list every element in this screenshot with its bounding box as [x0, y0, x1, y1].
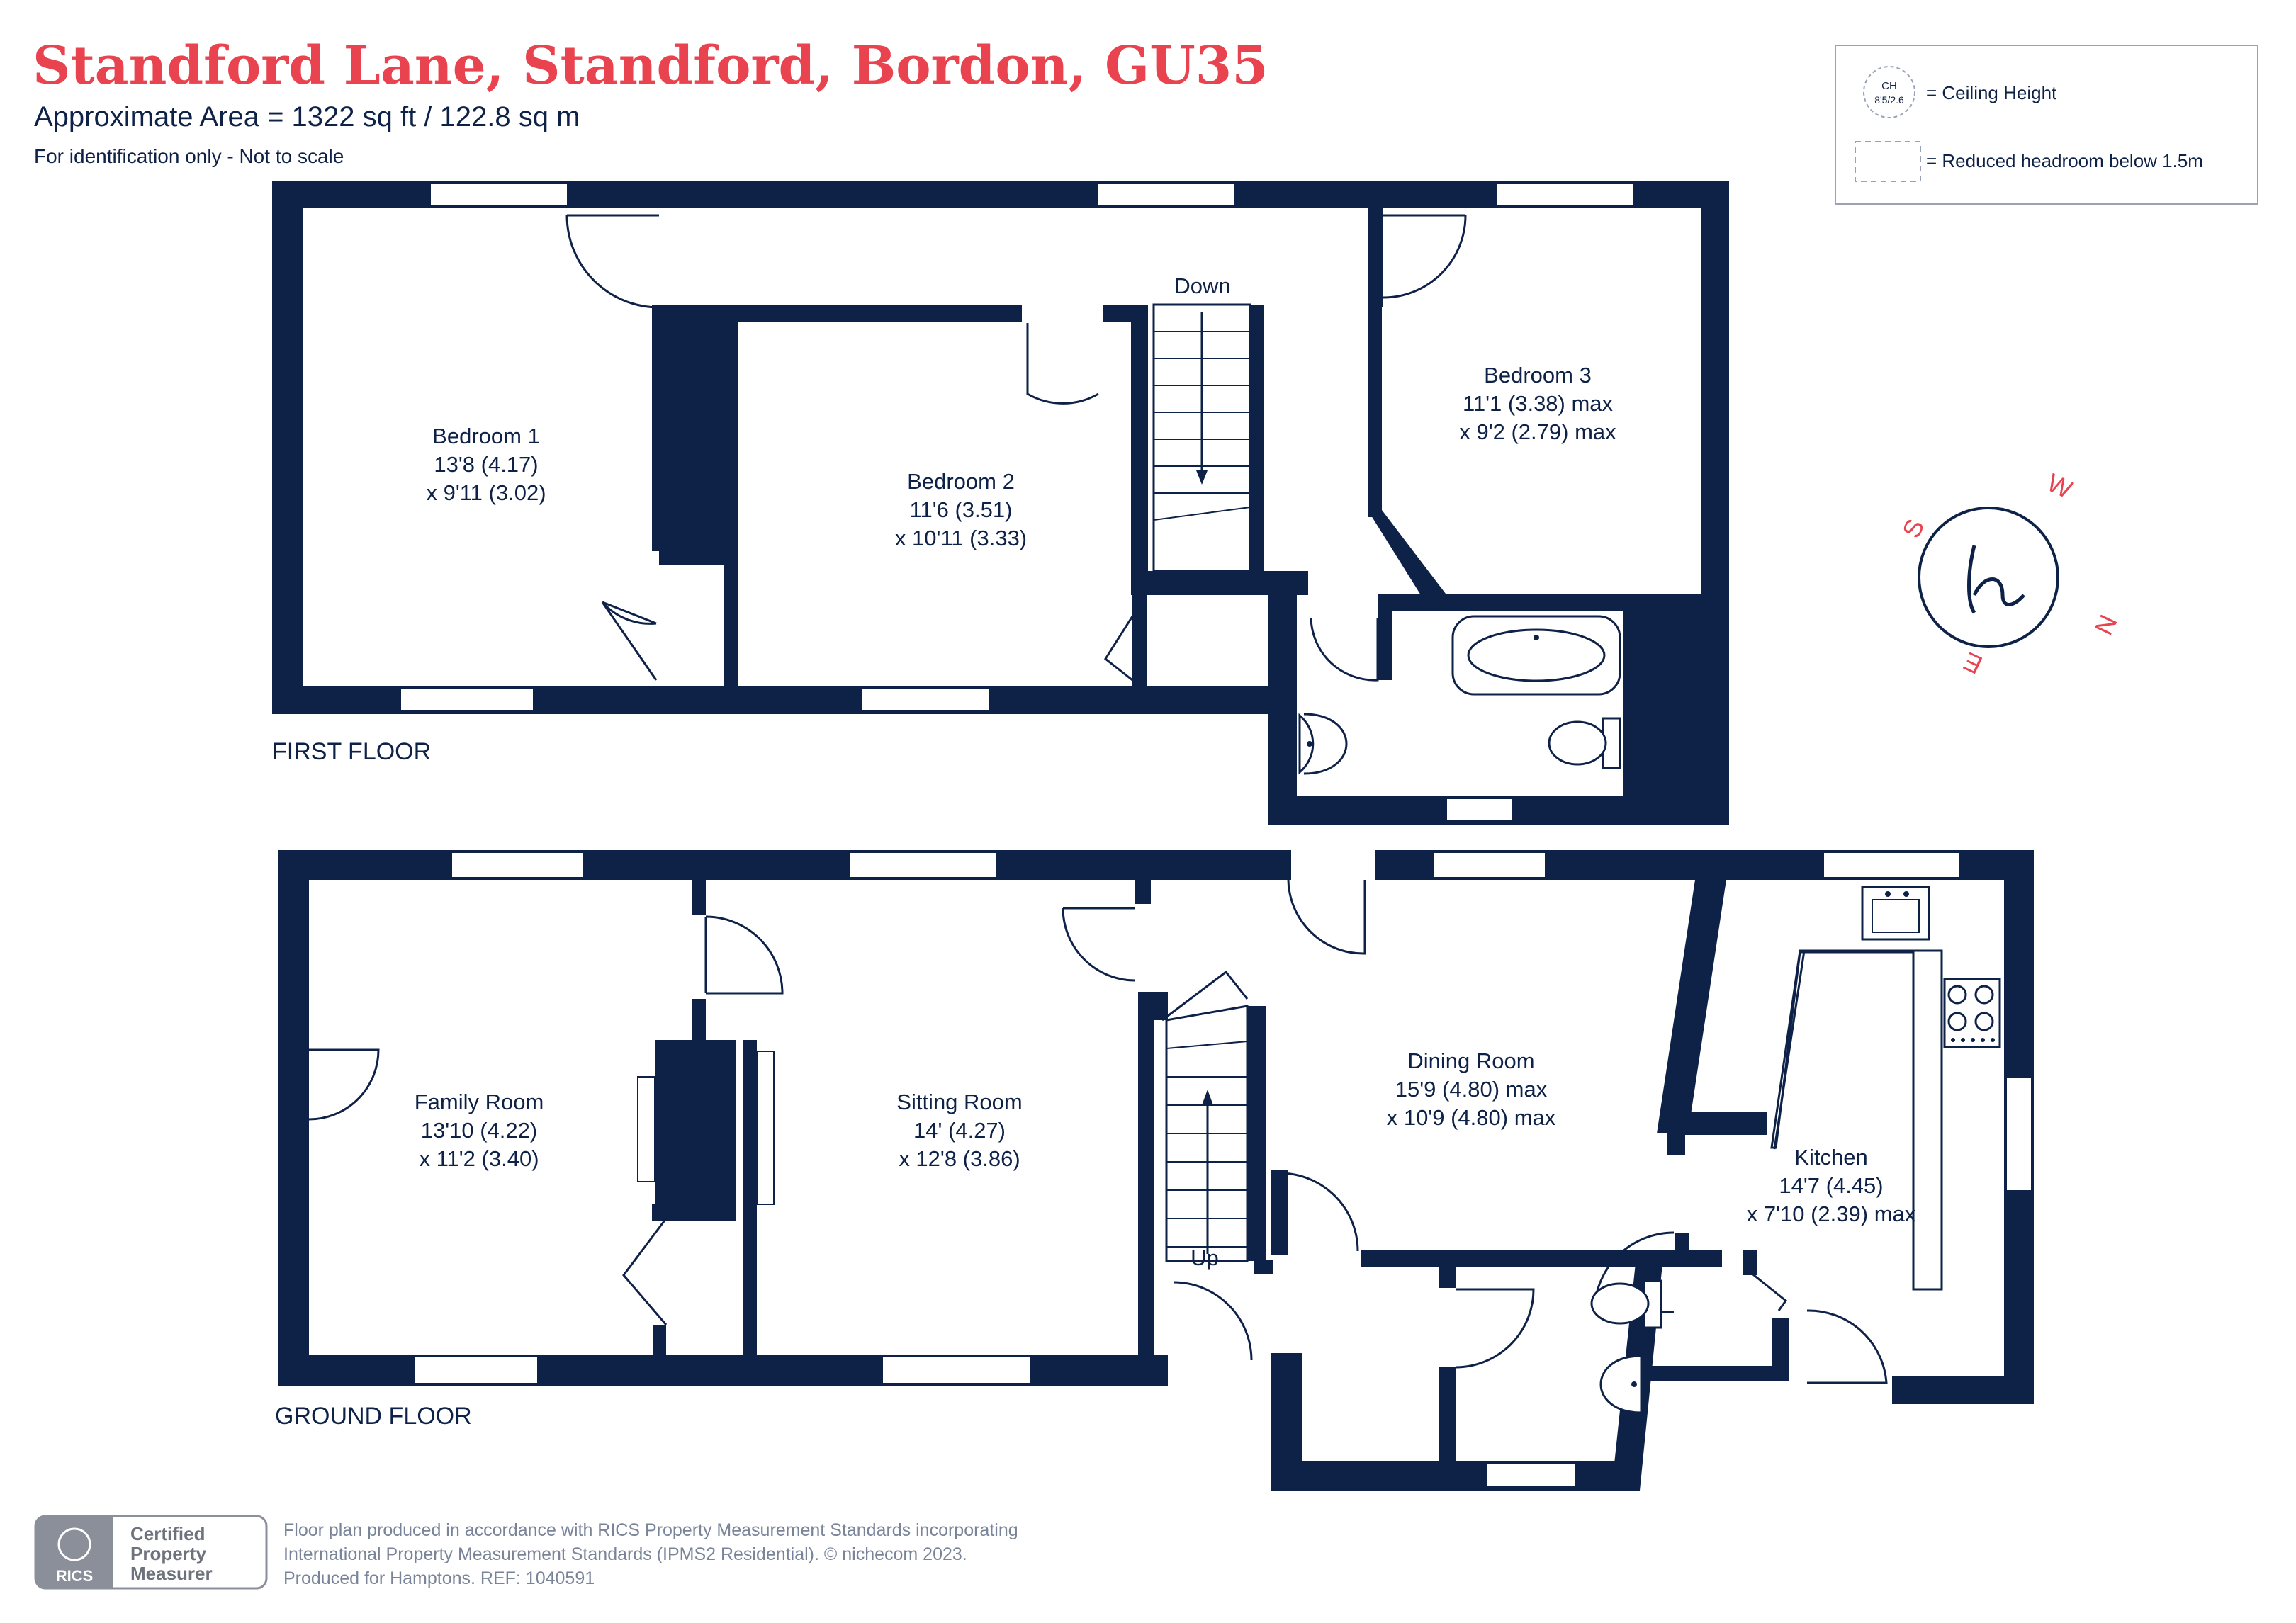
gf-chimney-breast [655, 1040, 736, 1217]
bedroom3-dim1: 11'1 (3.38) max [1462, 391, 1614, 416]
compass-ring [1919, 508, 2058, 647]
rics-badge [35, 1516, 266, 1588]
ff-window-landing [1097, 183, 1236, 207]
approximate-area: Approximate Area = 1322 sq ft / 122.8 sq m [34, 101, 580, 132]
gf-window-sitting-north [849, 852, 998, 878]
first-floor-plan [272, 181, 1729, 825]
kitchen-name: Kitchen [1794, 1145, 1868, 1170]
ff-wc-icon [1549, 722, 1606, 764]
reduced-headroom-label: = Reduced headroom below 1.5m [1926, 150, 2203, 171]
gf-kitchen-nib2 [1667, 1126, 1685, 1155]
ff-door-bed3[interactable] [1383, 215, 1465, 298]
bedroom3-name: Bedroom 3 [1484, 363, 1592, 388]
kitchen-sink-tap-left [1885, 891, 1891, 897]
ff-door-bed1[interactable] [567, 215, 659, 307]
footer-line3: Produced for Hamptons. REF: 1040591 [283, 1568, 595, 1588]
family-room-dim2: x 11'2 (3.40) [419, 1146, 539, 1171]
gf-hall-wall-stub [1271, 1170, 1288, 1255]
gf-door-wc[interactable] [1456, 1289, 1534, 1367]
gf-kitchen-angled-wall [1657, 880, 1726, 1133]
gf-door-cupboard[interactable] [624, 1218, 666, 1325]
gf-window-sitting-south [882, 1356, 1032, 1384]
gf-stair-top-stub [1154, 992, 1168, 1020]
ff-window-bed1-south [400, 687, 534, 711]
gf-window-wc [1485, 1462, 1576, 1488]
gf-utility-wall [1650, 1366, 1784, 1381]
gf-west-wall [278, 850, 309, 1386]
ff-stair-east-wall [1250, 305, 1264, 595]
ff-door-bed1-cupboard[interactable] [602, 602, 656, 680]
legend [1835, 45, 2258, 204]
rics-line2: Property [130, 1543, 206, 1564]
gf-stairs-label: Up [1191, 1245, 1219, 1270]
gf-kitchen-nib [1678, 1112, 1767, 1135]
gf-north-wall-west [278, 850, 1291, 880]
gf-cupboard-top [652, 1204, 736, 1221]
gf-window-family-south [414, 1356, 539, 1384]
family-room-name: Family Room [414, 1090, 544, 1114]
property-title: Standford Lane, Standford, Bordon, GU35 [33, 35, 1268, 96]
bedroom1-dim2: x 9'11 (3.02) [426, 480, 546, 505]
gf-window-dining-north [1433, 852, 1546, 878]
bedroom2-dim2: x 10'11 (3.33) [894, 526, 1028, 550]
ff-cupboard-wall [1132, 595, 1147, 687]
kitchen-worktop-edge [1774, 951, 1804, 1149]
gf-south-wall [278, 1355, 1168, 1386]
ff-basin-tap [1307, 741, 1312, 747]
footer-line1: Floor plan produced in accordance with RICS Property Measurement Standards incorporating [283, 1520, 1018, 1540]
gf-door-utility[interactable] [1807, 1311, 1886, 1383]
sitting-room-name: Sitting Room [896, 1090, 1023, 1114]
gf-wc-west-wall [1439, 1367, 1456, 1491]
bedroom1-name: Bedroom 1 [432, 424, 540, 448]
gf-window-kitchen-east [2005, 1077, 2032, 1192]
ch-badge-value: 8'5/2.6 [1874, 94, 1904, 106]
gf-door-sitting[interactable] [1063, 908, 1135, 980]
gf-sitting-west-wall [743, 1040, 757, 1355]
ch-badge-text: CH [1881, 80, 1897, 92]
gf-door-dining[interactable] [1280, 1173, 1358, 1251]
compass-north: N [2088, 610, 2123, 640]
ff-staircase [1154, 305, 1250, 571]
dining-room-dim1: 15'9 (4.80) max [1395, 1077, 1548, 1102]
ff-bath-east-block [1623, 594, 1729, 825]
gf-stair-foot [1254, 1260, 1273, 1274]
bedroom1-dim1: 13'8 (4.17) [434, 452, 539, 477]
gf-basin-tap [1631, 1381, 1637, 1387]
ff-bath-door-wall [1378, 594, 1392, 680]
gf-door-front[interactable] [1174, 1282, 1251, 1360]
ground-floor-plan [275, 850, 2034, 1491]
gf-door-utility-cupboard[interactable] [1750, 1272, 1786, 1311]
ground-floor-label: GROUND FLOOR [275, 1403, 472, 1430]
gf-staircase [1166, 1006, 1247, 1261]
ff-bed3-angled-wall [1368, 510, 1446, 601]
ff-door-bed2[interactable] [1028, 323, 1098, 403]
family-room-dim1: 13'10 (4.22) [420, 1118, 538, 1143]
gf-kitchen-door-stub [1675, 1233, 1689, 1261]
gf-family-hearth [638, 1077, 655, 1182]
ff-window-bed3 [1495, 183, 1634, 207]
bath-tub-icon [1453, 616, 1620, 694]
gf-kitchen-south-wall [1892, 1376, 2034, 1404]
dining-room-name: Dining Room [1407, 1048, 1535, 1073]
ff-west-wall [272, 181, 303, 714]
gf-door-dining-external[interactable] [1288, 880, 1365, 954]
ff-bed3-west-wall [1368, 305, 1382, 517]
bath-drain [1534, 635, 1539, 640]
kitchen-sink-tap-right [1903, 891, 1909, 897]
gf-family-door-stub [692, 880, 706, 915]
sitting-room-dim1: 14' (4.27) [913, 1118, 1006, 1143]
ff-window-bath [1446, 798, 1514, 822]
rics-org-label: RICS [55, 1567, 94, 1585]
ff-bed2-west-wall [724, 305, 738, 701]
first-floor-label: FIRST FLOOR [272, 738, 432, 765]
gf-sitting-door-stub [1135, 880, 1151, 904]
ff-door-bathroom[interactable] [1311, 618, 1378, 680]
gf-door-family[interactable] [706, 917, 782, 993]
kitchen-dim2: x 7'10 (2.39) max [1746, 1201, 1916, 1226]
gf-sitting-east-wall [1138, 992, 1154, 1374]
gf-window-family-north [451, 852, 584, 878]
footer-line2: International Property Measurement Standards (IPMS2 Residential). © nichecom 2023. [283, 1544, 967, 1564]
ff-door-bed2-cupboard[interactable] [1105, 616, 1132, 680]
rics-line1: Certified [130, 1523, 206, 1544]
dining-room-dim2: x 10'9 (4.80) max [1386, 1105, 1556, 1130]
compass-south: S [1896, 514, 1930, 543]
ceiling-height-label: = Ceiling Height [1926, 82, 2057, 103]
kitchen-dim1: 14'7 (4.45) [1779, 1173, 1884, 1198]
bedroom2-dim1: 11'6 (3.51) [909, 497, 1013, 522]
gf-sitting-hearth [757, 1051, 774, 1204]
ff-bed3-door-wall [1368, 208, 1383, 307]
gf-wc-icon [1592, 1284, 1648, 1323]
compass [1896, 468, 2123, 680]
compass-east: E [1959, 646, 1987, 680]
ff-bed2-north-wall [724, 305, 1022, 322]
ff-window-bed1-north [429, 183, 568, 207]
gf-wc-door-stub [1439, 1267, 1456, 1288]
ff-cupboard-top [659, 551, 731, 565]
ff-chimney-breast [652, 305, 731, 551]
gf-door-family-external[interactable] [309, 1050, 378, 1119]
compass-logo-icon [1969, 545, 2025, 613]
ff-stairs-label: Down [1174, 273, 1231, 298]
bedroom2-name: Bedroom 2 [907, 469, 1015, 494]
ff-stair-south-wall [1131, 571, 1308, 595]
gf-window-kitchen-north [1823, 852, 1960, 878]
ff-window-bed2-south [860, 687, 991, 711]
rics-line3: Measurer [130, 1563, 213, 1584]
sitting-room-dim2: x 12'8 (3.86) [899, 1146, 1020, 1171]
ff-bath-west-wall [1268, 594, 1297, 825]
identification-note: For identification only - Not to scale [34, 145, 344, 167]
ff-bed3-south-wall [1389, 594, 1701, 611]
gf-dining-south-wall [1361, 1250, 1722, 1267]
ff-basin-icon [1300, 714, 1346, 774]
ff-bed2-east-wall [1131, 305, 1148, 581]
gf-stair-east-wall [1247, 1006, 1266, 1261]
gf-cupboard-stub [653, 1325, 666, 1355]
gf-utility-post [1772, 1318, 1789, 1381]
gf-kitchen-stub [1743, 1250, 1757, 1275]
bedroom3-dim2: x 9'2 (2.79) max [1459, 419, 1616, 444]
compass-west: W [2042, 468, 2077, 504]
